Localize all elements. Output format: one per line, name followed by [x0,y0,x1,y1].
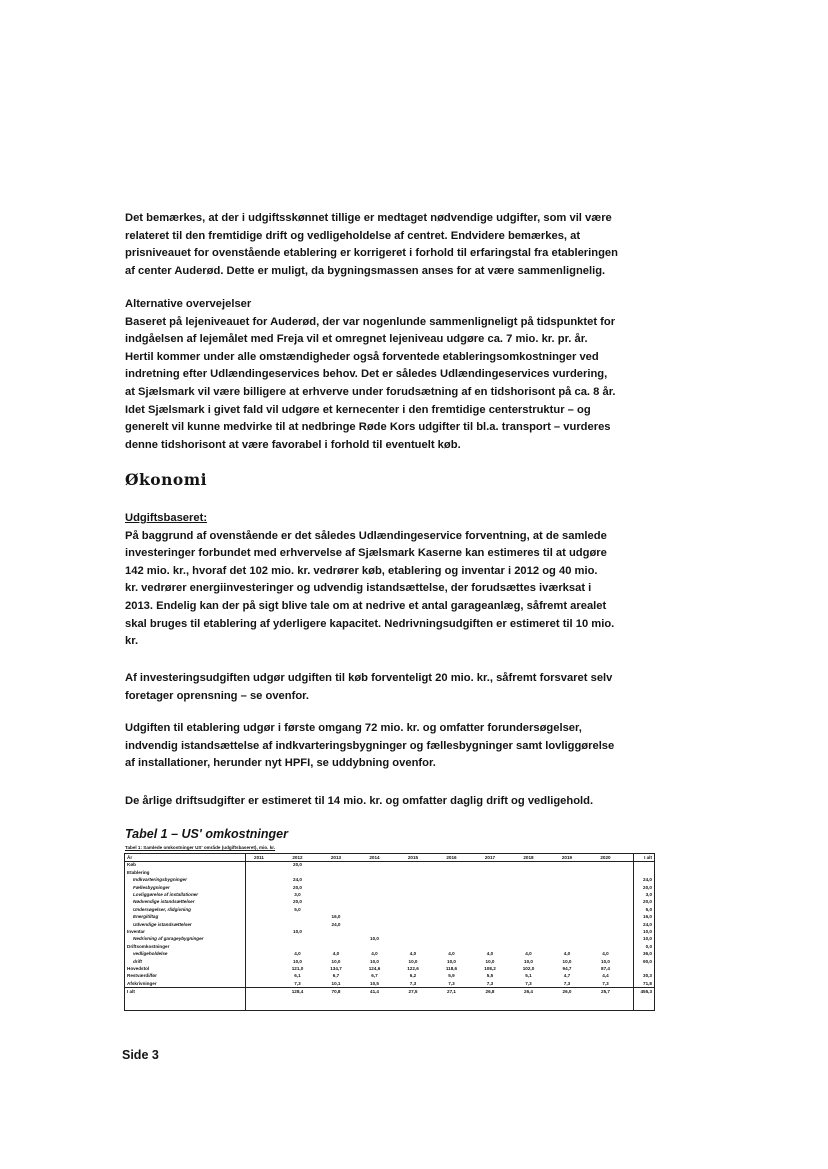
table-cell: 2019 [561,855,573,860]
table-cell: 118,6 [445,966,458,971]
table-cell: 2018 [523,855,534,860]
row-label: I alt [127,989,135,995]
table-cell: 7,3 [448,980,455,986]
table-cell: 3,0 [294,892,301,897]
text-line: Hertil kommer under alle omstændigheder også forventede etableringsomkostninger ved [125,350,599,363]
table-cell: 94,7 [562,966,572,971]
text-line: Baseret på lejeniveauet for Auderød, der var nogenlunde sammenligneligt på tidspunktet for [125,315,616,328]
text-line: 142 mio. kr., hvoraf det 102 mio. kr. vedrører køb, etablering og inventar i 2012 og 40 mio. [125,564,598,577]
table-row [125,928,654,935]
table-row [125,921,654,928]
table-cell: 2016 [446,855,457,860]
total-cell: 20,0 [643,884,652,890]
table-cell: 6,7 [371,973,378,979]
row-label: Etablering [127,869,150,875]
row-label: Indkvarteringsbygninger [133,877,187,883]
table-cell: 128,4 [291,989,304,995]
table-cell: 26,4 [524,989,533,995]
table-cell: 10,0 [485,958,495,964]
table-cell: 4,7 [563,973,571,979]
table-title: Tabel 1: Samlede omkostninger US' område (udgiftsbaseret), mio. kr. [125,845,276,850]
text-line: Udgiften til etablering udgør i første omgang 72 mio. kr. og omfatter forundersøgelser, [125,722,582,734]
table-cell: 10,0 [408,958,418,964]
row-label: Lovliggørelse af installationer [133,892,199,897]
table-cell: 4,0 [332,951,340,957]
table-cell: 2012 [292,855,303,860]
text-line: Af investeringsudgiften udgør udgiften til køb forventeligt 20 mio. kr., såfremt forsvaret selv [125,672,613,684]
text-line: indgåelsen af lejemålet med Freja vil et omregnet lejeniveau udgøre ca. 7 mio. kr. pr. år. [125,333,588,346]
row-label: Restværdi/før [127,973,157,979]
table-row [125,913,654,920]
table-row [125,884,654,891]
row-label: Energitiltag [133,914,159,920]
table-cell: 124,6 [368,966,381,971]
text-line: De årlige driftsudgifter er estimeret til 14 mio. kr. og omfatter daglig drift og vedligehold. [125,795,594,807]
table-cell: 10,0 [293,958,302,964]
total-cell: 10,0 [643,929,652,934]
total-cell: I alt [644,855,652,860]
text-line: denne tidshorisont at være favorabel i forhold til eventuelt køb. [125,438,461,451]
table-cell: 4,0 [525,951,532,957]
table-cell: 25,7 [601,989,610,995]
table-cell: 20,0 [293,862,302,868]
row-label: drift [133,958,142,964]
total-cell: 24,0 [643,877,652,883]
table-cell: 10,0 [562,958,572,964]
table-row [125,958,654,965]
table-cell: 4,0 [602,951,609,957]
section-heading: Økonomi [125,470,207,489]
table-cell: 26,0 [562,989,572,995]
total-cell: 455,3 [640,989,652,995]
table-cell: 10,5 [370,980,379,986]
table-cell: 24,0 [293,877,302,883]
table-cell: 16,0 [331,914,341,920]
table-row [125,972,654,979]
table-cell: 6,1 [294,973,301,979]
table-cell: 26,8 [485,989,495,995]
budget-section [125,510,655,651]
table-cell: 10,0 [370,958,379,964]
text-line: 2013. Endelig kan der på sigt blive tale om at nedrive et antal garageanlæg, såfremt arealet [125,599,607,612]
table-cell: 10,0 [331,958,341,964]
text-line: generelt vil kunne medvirke til at nedbringe Røde Kors udgifter til bl.a. transport – vurderes [125,421,611,434]
intro-paragraph [125,210,655,280]
total-cell: 36,0 [643,951,652,957]
table-row [125,898,654,905]
table-cell: 70,8 [331,989,341,995]
alternative-section [125,296,655,454]
total-cell: 0,0 [645,943,652,949]
table-row [125,950,654,957]
total-cell: 30,3 [643,973,652,979]
table-cell: 4,0 [294,951,301,957]
table-cell: 2011 [254,855,264,860]
table-cell: 20,0 [293,884,302,890]
table-caption: Tabel 1 – US' omkostninger [125,827,288,841]
table-row [125,935,654,942]
cost-table [124,853,655,1011]
table-cell: 41,4 [370,989,379,995]
table-row [125,861,654,868]
table-cell: 5,5 [486,973,494,979]
table-cell: 6,2 [409,973,417,979]
table-cell: 2015 [407,855,419,860]
table-cell: 7,3 [525,980,532,986]
row-label: Køb [127,862,136,868]
table-cell: 4,0 [448,951,455,957]
table-cell: 2020 [600,855,611,860]
table-cell: 102,0 [522,966,535,971]
row-label: Undersøgelser, rådgivning [133,906,191,912]
total-cell: 90,0 [643,958,652,964]
table-cell: 5,9 [448,973,455,979]
total-cell: 10,0 [643,936,652,942]
table-cell: 6,7 [332,973,340,979]
row-label: År [127,855,133,860]
purchase-paragraph [125,670,655,705]
row-label: Nedrivning af garageybygninger [133,936,204,942]
table-cell: 24,0 [331,921,341,927]
table-cell: 2013 [330,855,342,860]
row-label: Driftsomkostninger [127,943,170,949]
table-row [125,980,654,987]
text-line: indretning efter Udlændingeservices behov. Det er således Udlændingeservices vurdering, [125,368,608,381]
total-cell: 5,0 [645,906,652,912]
total-cell: 3,0 [645,892,652,897]
table-cell: 10,0 [370,936,379,942]
total-cell: 16,0 [643,914,652,920]
table-row [125,891,654,898]
table-cell: 10,1 [331,980,341,986]
text-line: at Sjælsmark vil være billigere at erhverve under forudsætning af en tidshorisont på ca. 8 år. [125,385,616,398]
table-cell: 7,3 [563,980,571,986]
row-label: Fællesbygninger [133,884,170,890]
table-cell: 7,3 [409,980,417,986]
total-cell: 20,0 [643,899,652,905]
table-cell: 2014 [369,855,380,860]
table-row [125,906,654,913]
alternative-heading: Alternative overvejelser [125,298,252,310]
table-cell: 4,0 [409,951,417,957]
text-line: prisniveauet for ovenstående etablering er korrigeret i forhold til erfaringstal fra etableringen [125,247,618,260]
establishment-paragraph [125,720,655,773]
text-line: af installationer, herunder nyt HPFI, se uddybning ovenfor. [125,757,436,770]
budget-subheading: Udgiftsbaseret: [125,512,208,524]
row-label: Udvendige istandsættelser [133,921,192,927]
text-line: foretager oprensning – se ovenfor. [125,689,310,702]
row-label: Nødvendige istandsættelser [133,899,195,905]
table-cell: 7,3 [486,980,494,986]
text-line: investeringer forbundet med erhvervelse af Sjælsmark Kaserne kan estimeres til at udgøre [125,547,607,560]
table-sum-row [125,987,654,995]
table-cell: 108,2 [484,966,496,971]
table-cell: 7,3 [602,980,609,986]
table-cell: 134,7 [330,966,342,971]
row-label: vedligeholdelse [133,951,168,957]
text-line: af center Auderød. Dette er muligt, da bygningsmassen anses for at være sammenlignelig. [125,264,606,277]
table-cell: 4,0 [486,951,494,957]
table-cell: 2017 [484,855,496,860]
table-cell: 27,1 [447,989,456,995]
total-cell: 71,8 [643,980,652,986]
table-cell: 87,4 [601,966,610,971]
page-footer: Side 3 [122,1048,159,1062]
operating-paragraph [125,793,655,811]
text-line: skal bruges til etablering af yderligere kapacitet. Nedrivningsudgiften er estimeret til 10 mio. [125,617,615,630]
table-row [125,869,654,876]
table-cell: 20,0 [293,899,302,905]
table-cell: 4,4 [602,973,609,979]
table-row [125,943,654,950]
table-cell: 5,1 [525,973,532,979]
text-line: På baggrund af ovenstående er det således Udlændingeservice forventning, at de samlede [125,529,607,542]
table-cell: 122,6 [407,966,419,971]
text-line: Idet Sjælsmark i givet fald vil udgøre et kernecenter i den fremtidige centerstruktur – og [125,403,591,416]
text-line: kr. vedrører energiinvesteringer og udvendig istandsættelse, der forudsættes iværksat i [125,582,592,595]
text-line: indvendig istandsættelse af indkvarteringsbygninger og fællesbygninger samt lovliggørelse [125,739,615,752]
table-cell: 10,0 [601,958,610,964]
text-line: Det bemærkes, at der i udgiftsskønnet tillige er medtaget nødvendige udgifter, som vil være [125,212,612,224]
table-cell: 10,0 [293,929,302,934]
table-cell: 5,0 [294,906,301,912]
row-label: Hovedstol [127,966,150,971]
text-line: kr. [125,635,139,648]
table-row [125,876,654,883]
text-line: relateret til den fremtidige drift og vedligeholdelse af centret. Endvidere bemærkes, at [125,229,581,242]
table-row [125,965,654,972]
row-label: Afskrivninger [127,980,157,986]
table-cell: 4,0 [371,951,378,957]
table-cell: 121,0 [291,966,304,971]
table-cell: 10,0 [447,958,456,964]
table-cell: 7,3 [294,980,301,986]
row-label: Inventar [127,929,145,934]
table-cell: 27,5 [408,989,418,995]
total-cell: 24,0 [643,921,652,927]
table-cell: 4,0 [563,951,571,957]
table-cell: 10,0 [524,958,533,964]
